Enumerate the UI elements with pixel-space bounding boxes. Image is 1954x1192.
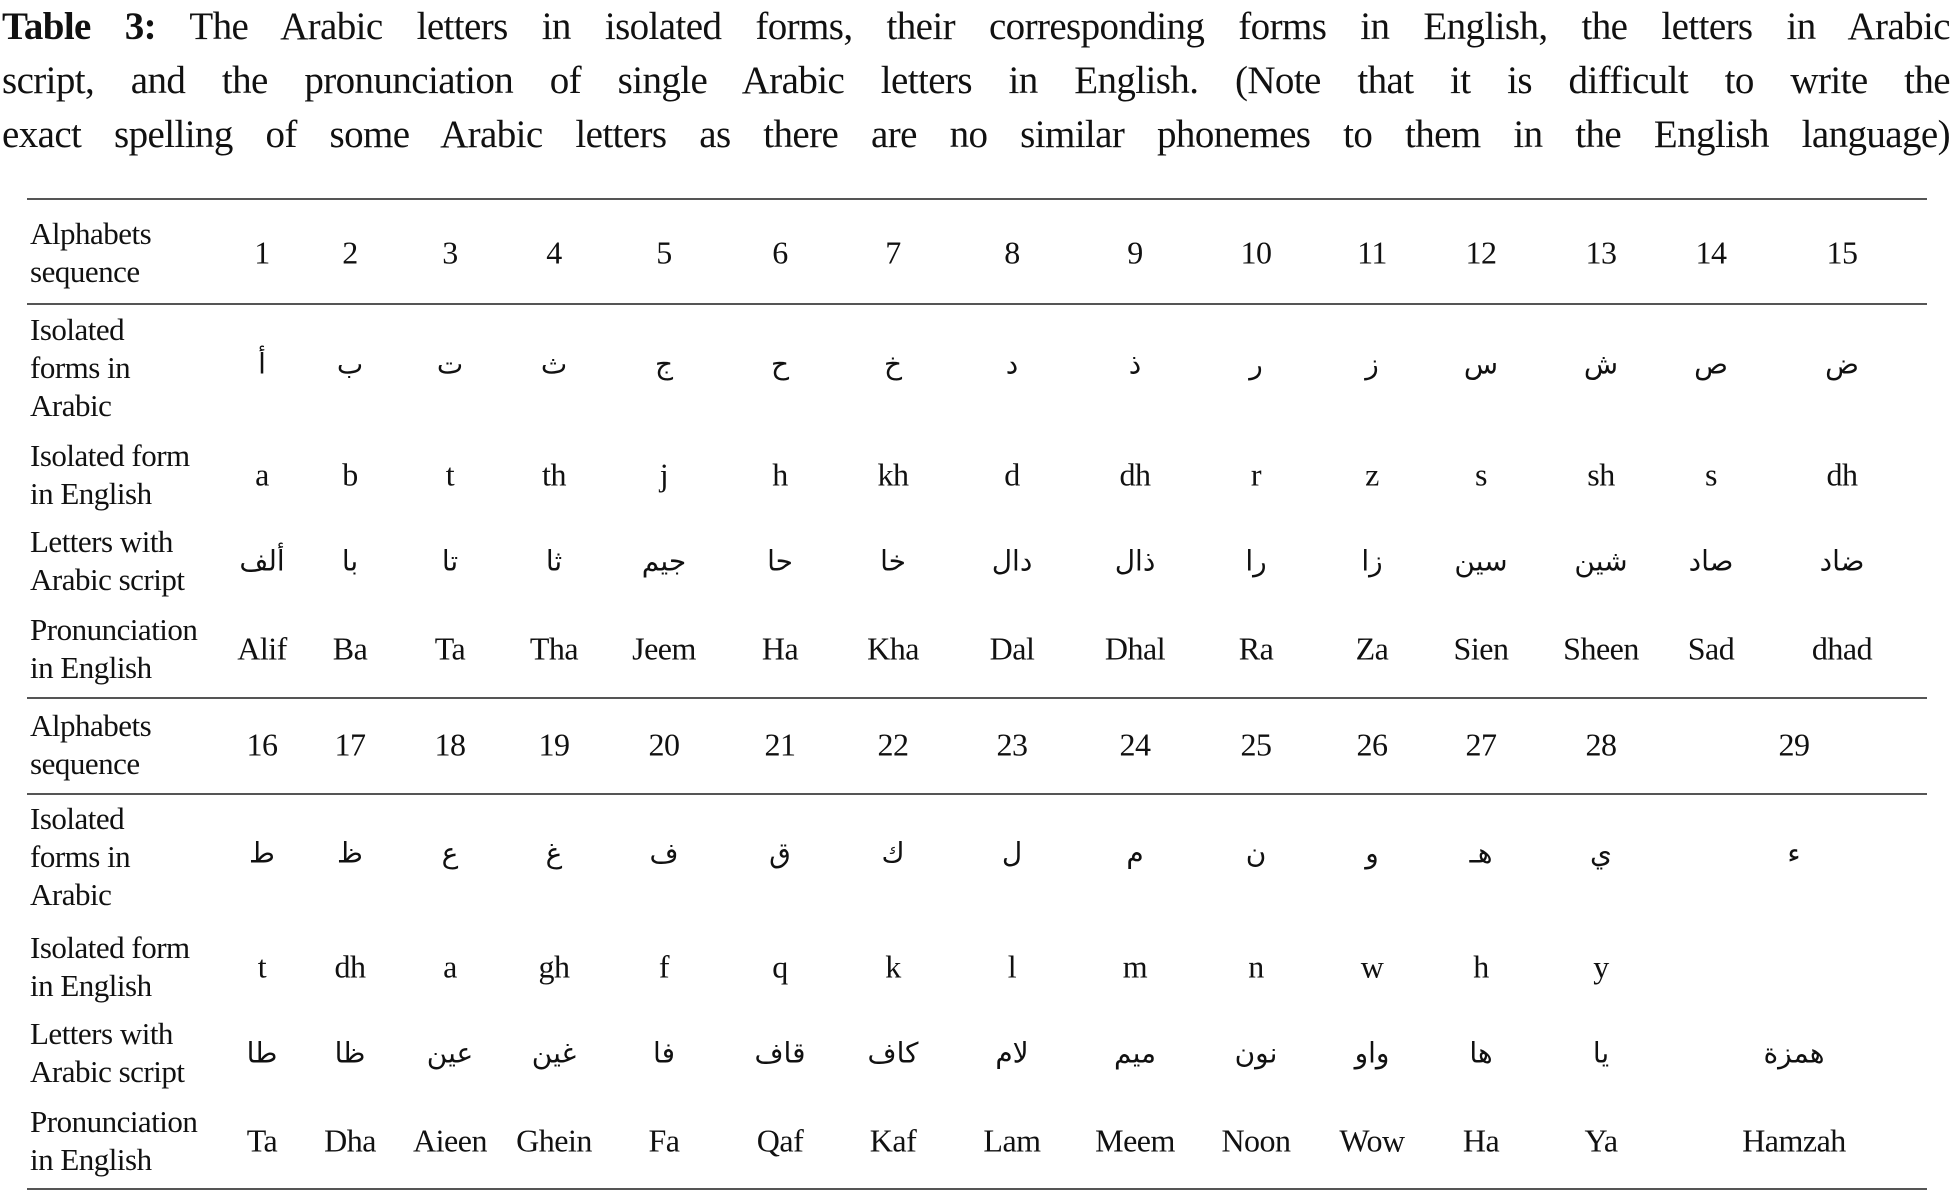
row-label-letters-script <box>30 523 184 599</box>
table-cell-isolated-english: q <box>772 948 788 985</box>
caption-label: Table 3: <box>2 5 157 48</box>
table-cell-isolated-arabic: ر <box>1249 347 1263 381</box>
row-label-line: in English <box>30 476 152 511</box>
table-cell-letters-script: دال <box>991 544 1033 578</box>
table-cell-isolated-english: l <box>1007 948 1017 985</box>
table-rule <box>27 793 1927 795</box>
table-cell-letters-script: فا <box>653 1036 675 1070</box>
table-cell-sequence: 28 <box>1585 726 1617 763</box>
table-cell-pronunciation: Hamzah <box>1742 1122 1846 1159</box>
row-label-line: Arabic script <box>30 1054 185 1089</box>
table-cell-pronunciation: dhad <box>1811 630 1873 667</box>
row-label-line: Isolated form <box>30 438 190 473</box>
row-label-line: forms in <box>30 350 131 385</box>
row-label-line: Arabic <box>30 877 112 912</box>
table-cell-isolated-arabic: ب <box>336 347 364 381</box>
table-cell-pronunciation: Tha <box>529 630 579 667</box>
table-cell-letters-script: قاف <box>754 1036 806 1070</box>
table-cell-letters-script: نون <box>1234 1036 1278 1070</box>
table-cell-isolated-arabic: ن <box>1245 836 1267 870</box>
row-label-line: Alphabets <box>30 216 152 251</box>
table-cell-pronunciation: Ha <box>761 630 799 667</box>
table-cell-sequence: 9 <box>1127 234 1143 271</box>
table-cell-letters-script: ألف <box>239 544 285 578</box>
table-cell-isolated-arabic: ث <box>540 347 568 381</box>
table-cell-letters-script: زا <box>1361 544 1383 578</box>
table-cell-isolated-arabic: هـ <box>1469 836 1493 870</box>
table-cell-sequence: 5 <box>656 234 672 271</box>
table-cell-letters-script: طا <box>246 1036 278 1070</box>
table-cell-isolated-arabic: أ <box>258 347 266 381</box>
table-cell-pronunciation: Ha <box>1462 1122 1500 1159</box>
row-label-line: Alphabets <box>30 708 152 743</box>
table-cell-pronunciation: Aieen <box>413 1122 487 1159</box>
table-cell-isolated-arabic: ء <box>1787 836 1801 870</box>
table-rule <box>27 303 1927 305</box>
caption-line-1: Table 3: The Arabic letters in isolated forms, their corresponding forms in English, the letters in Arabic <box>2 5 1950 48</box>
table-cell-isolated-english: m <box>1122 948 1148 985</box>
table-cell-letters-script: همزة <box>1763 1036 1825 1070</box>
table-cell-pronunciation: Alif <box>237 630 287 667</box>
table-cell-isolated-english: dh <box>334 948 366 985</box>
row-label-line: Pronunciation <box>30 612 198 647</box>
table-rule <box>27 697 1927 699</box>
table-cell-sequence: 25 <box>1240 726 1272 763</box>
table-cell-pronunciation: Sheen <box>1563 630 1639 667</box>
table-rule <box>27 198 1927 200</box>
table-cell-sequence: 1 <box>254 234 270 271</box>
table-cell-sequence: 19 <box>538 726 570 763</box>
row-label-line: in English <box>30 968 152 1003</box>
table-cell-pronunciation: Jeem <box>632 630 696 667</box>
row-label-letters-script <box>30 1015 184 1091</box>
table-cell-isolated-arabic: ص <box>1694 347 1728 381</box>
table-cell-sequence: 18 <box>434 726 466 763</box>
table-cell-letters-script: ها <box>1469 1036 1493 1070</box>
table-cell-isolated-arabic: د <box>1005 347 1019 381</box>
row-label-line: forms in <box>30 839 131 874</box>
row-label-line: in English <box>30 650 152 685</box>
table-cell-sequence: 7 <box>885 234 901 271</box>
table-cell-pronunciation: Noon <box>1221 1122 1291 1159</box>
table-cell-letters-script: ذال <box>1114 544 1156 578</box>
table-cell-letters-script: ظا <box>334 1036 366 1070</box>
row-label-isolated-english <box>30 437 190 513</box>
table-cell-isolated-english: w <box>1360 948 1384 985</box>
table-cell-pronunciation: Sien <box>1453 630 1509 667</box>
table-cell-letters-script: با <box>341 544 359 578</box>
table-cell-isolated-arabic: غ <box>545 836 563 870</box>
row-label-isolated-english <box>30 929 190 1005</box>
table-cell-isolated-english: h <box>772 456 788 493</box>
table-cell-sequence: 13 <box>1585 234 1617 271</box>
table-cell-sequence: 14 <box>1695 234 1727 271</box>
row-label-line: Letters with <box>30 1016 173 1051</box>
table-cell-pronunciation: Ya <box>1584 1122 1618 1159</box>
table-cell-isolated-arabic: ف <box>649 836 679 870</box>
table-cell-isolated-arabic: ط <box>249 836 275 870</box>
table-cell-sequence: 16 <box>246 726 278 763</box>
row-label-line: Arabic script <box>30 562 185 597</box>
table-cell-letters-script: يا <box>1592 1036 1610 1070</box>
table-cell-isolated-arabic: ظ <box>337 836 363 870</box>
table-cell-sequence: 10 <box>1240 234 1272 271</box>
table-cell-letters-script: عين <box>426 1036 474 1070</box>
table-cell-letters-script: سين <box>1454 544 1508 578</box>
row-label-line: sequence <box>30 254 140 289</box>
table-cell-pronunciation: Fa <box>648 1122 680 1159</box>
table-cell-pronunciation: Kha <box>867 630 919 667</box>
table-cell-pronunciation: Qaf <box>756 1122 804 1159</box>
table-cell-isolated-english: h <box>1473 948 1489 985</box>
table-cell-letters-script: خا <box>880 544 906 578</box>
table-cell-pronunciation: Ta <box>246 1122 278 1159</box>
row-label-pronunciation <box>30 1103 197 1179</box>
table-cell-isolated-english: b <box>342 456 358 493</box>
table-cell-isolated-arabic: ت <box>436 347 464 381</box>
table-cell-isolated-arabic: ش <box>1583 347 1619 381</box>
table-cell-isolated-arabic: ق <box>769 836 791 870</box>
table-cell-sequence: 4 <box>546 234 562 271</box>
table-cell-isolated-english: gh <box>538 948 570 985</box>
table-cell-isolated-arabic: و <box>1365 836 1379 870</box>
table-cell-letters-script: صاد <box>1688 544 1734 578</box>
table-cell-pronunciation: Dal <box>989 630 1035 667</box>
table-cell-letters-script: غين <box>531 1036 577 1070</box>
table-cell-isolated-arabic: خ <box>883 347 903 381</box>
row-label-line: Arabic <box>30 388 112 423</box>
table-cell-sequence: 2 <box>342 234 358 271</box>
row-label-pronunciation <box>30 611 197 687</box>
table-cell-sequence: 15 <box>1826 234 1858 271</box>
table-cell-letters-script: واو <box>1354 1036 1390 1070</box>
caption-line-2: script, and the pronunciation of single Arabic letters in English. (Note that it is difficult to write the <box>2 59 1950 102</box>
table-cell-pronunciation: Kaf <box>869 1122 917 1159</box>
table-cell-letters-script: شين <box>1574 544 1628 578</box>
table-cell-pronunciation: Ra <box>1238 630 1274 667</box>
table-cell-sequence: 11 <box>1357 234 1387 271</box>
table-cell-sequence: 20 <box>648 726 680 763</box>
table-cell-isolated-english: th <box>542 456 566 493</box>
table-cell-isolated-english: a <box>255 456 269 493</box>
row-label-line: Letters with <box>30 524 173 559</box>
table-cell-isolated-arabic: ض <box>1825 347 1859 381</box>
table-cell-isolated-english: z <box>1365 456 1379 493</box>
table-cell-pronunciation: Ghein <box>516 1122 592 1159</box>
table-cell-sequence: 6 <box>772 234 788 271</box>
row-label-sequence <box>30 215 151 291</box>
row-label-line: in English <box>30 1142 152 1177</box>
table-cell-isolated-arabic: ز <box>1365 347 1379 381</box>
table-cell-isolated-english: y <box>1593 948 1609 985</box>
table-cell-sequence: 26 <box>1356 726 1388 763</box>
row-label-isolated-arabic <box>30 800 130 914</box>
table-cell-isolated-arabic: ج <box>654 347 674 381</box>
row-label-line: Isolated <box>30 801 125 836</box>
table-cell-letters-script: كاف <box>867 1036 919 1070</box>
table-cell-letters-script: ثا <box>545 544 563 578</box>
row-label-line: sequence <box>30 746 140 781</box>
table-cell-isolated-english: sh <box>1587 456 1615 493</box>
table-cell-isolated-arabic: ح <box>770 347 790 381</box>
table-cell-letters-script: را <box>1245 544 1267 578</box>
table-cell-isolated-arabic: ذ <box>1128 347 1142 381</box>
table-cell-isolated-english: r <box>1250 456 1262 493</box>
table-cell-isolated-english: f <box>658 948 670 985</box>
table-cell-isolated-arabic: س <box>1463 347 1499 381</box>
table-cell-letters-script: حا <box>767 544 793 578</box>
table-cell-isolated-arabic: م <box>1126 836 1144 870</box>
table-cell-sequence: 12 <box>1465 234 1497 271</box>
table-cell-sequence: 23 <box>996 726 1028 763</box>
row-label-isolated-arabic <box>30 311 130 425</box>
table-cell-letters-script: لام <box>995 1036 1029 1070</box>
table-cell-pronunciation: Meem <box>1095 1122 1175 1159</box>
table-cell-pronunciation: Ba <box>332 630 368 667</box>
table-cell-sequence: 21 <box>764 726 796 763</box>
table-cell-isolated-english: t <box>257 948 267 985</box>
table-cell-isolated-english: d <box>1004 456 1020 493</box>
table-cell-isolated-arabic: ي <box>1590 836 1612 870</box>
table-cell-letters-script: ميم <box>1113 1036 1157 1070</box>
row-label-line: Pronunciation <box>30 1104 198 1139</box>
table-cell-isolated-english: j <box>659 456 669 493</box>
table-cell-isolated-english: s <box>1705 456 1717 493</box>
row-label-line: Isolated form <box>30 930 190 965</box>
table-cell-sequence: 17 <box>334 726 366 763</box>
row-label-sequence <box>30 707 151 783</box>
table-cell-pronunciation: Dha <box>324 1122 376 1159</box>
table-cell-isolated-english: a <box>443 948 457 985</box>
table-cell-isolated-arabic: ع <box>441 836 459 870</box>
table-cell-isolated-english: t <box>445 456 455 493</box>
table-cell-pronunciation: Lam <box>983 1122 1041 1159</box>
caption-line-3: exact spelling of some Arabic letters as there are no similar phonemes to them in the English language) <box>2 113 1950 156</box>
table-cell-letters-script: ضاد <box>1819 544 1865 578</box>
table-cell-pronunciation: Ta <box>434 630 466 667</box>
row-label-line: Isolated <box>30 312 125 347</box>
table-cell-letters-script: جيم <box>641 544 687 578</box>
table-cell-letters-script: تا <box>441 544 459 578</box>
table-cell-isolated-arabic: ك <box>881 836 905 870</box>
table-cell-sequence: 8 <box>1004 234 1020 271</box>
table-cell-sequence: 22 <box>877 726 909 763</box>
table-cell-isolated-english: s <box>1475 456 1487 493</box>
table-cell-pronunciation: Wow <box>1339 1122 1405 1159</box>
table-cell-pronunciation: Dhal <box>1104 630 1166 667</box>
table-cell-isolated-english: dh <box>1826 456 1858 493</box>
table-cell-isolated-arabic: ل <box>1001 836 1023 870</box>
table-cell-sequence: 3 <box>442 234 458 271</box>
table-cell-isolated-english: n <box>1248 948 1264 985</box>
table-cell-pronunciation: Sad <box>1687 630 1735 667</box>
table-cell-sequence: 29 <box>1778 726 1810 763</box>
table-rule <box>27 1188 1927 1190</box>
table-cell-isolated-english: dh <box>1119 456 1151 493</box>
table-cell-isolated-english: kh <box>877 456 909 493</box>
table-cell-sequence: 27 <box>1465 726 1497 763</box>
table-cell-pronunciation: Za <box>1355 630 1389 667</box>
table-cell-isolated-english: k <box>885 948 901 985</box>
table-cell-sequence: 24 <box>1119 726 1151 763</box>
